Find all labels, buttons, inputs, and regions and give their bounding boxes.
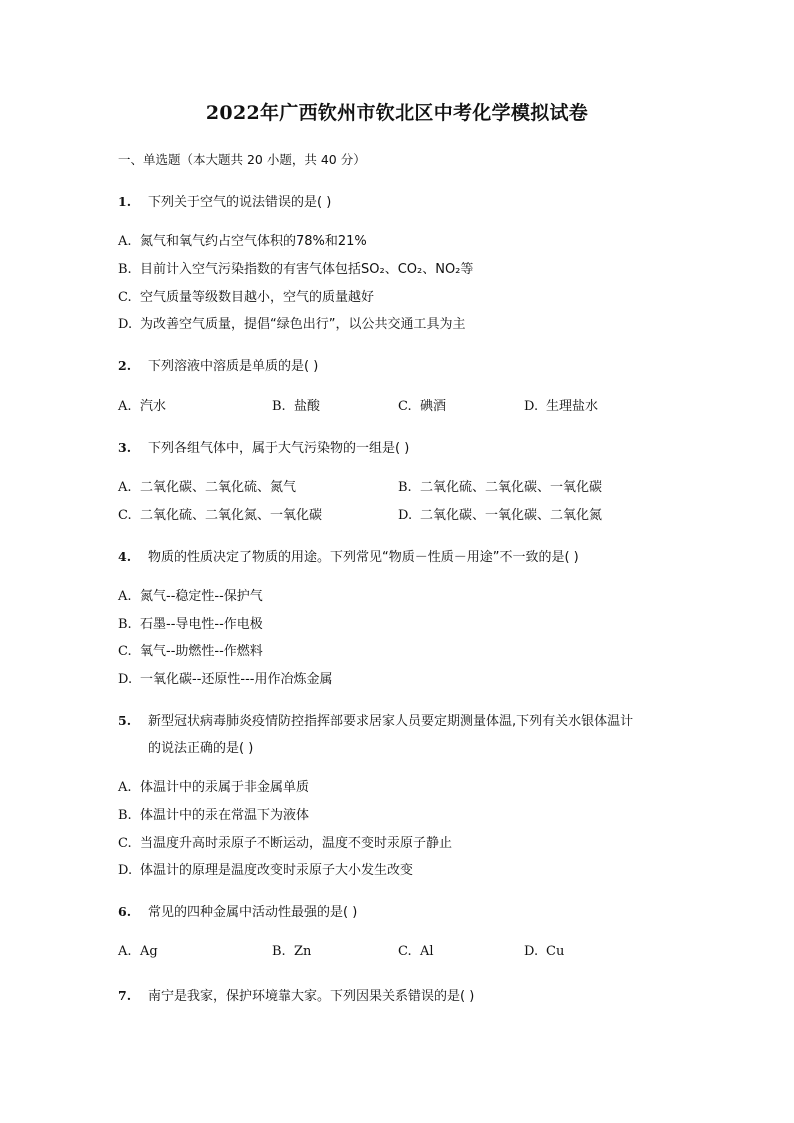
question-number: 4. xyxy=(118,549,132,564)
option-2d: D. 生理盐水 xyxy=(524,399,599,414)
option-2c: C. 碘酒 xyxy=(398,399,447,414)
question-number: 5. xyxy=(118,713,132,728)
question-stem: 南宁是我家，保护环境靠大家。下列因果关系错误的是( ) xyxy=(148,989,475,1004)
option-4d: D. 一氧化碳--还原性---用作冶炼金属 xyxy=(118,672,333,687)
question-5 xyxy=(118,707,633,762)
section-heading: 一、单选题（本大题共 20 小题，共 40 分） xyxy=(118,152,366,167)
option-3b: B. 二氧化硫、二氧化碳、一氧化碳 xyxy=(398,480,603,495)
question-number: 2. xyxy=(118,358,132,373)
option-6a: A. Ag xyxy=(118,944,158,959)
option-3a: A. 二氧化碳、二氧化硫、氮气 xyxy=(118,480,297,495)
option-3d: D. 二氧化碳、一氧化碳、二氧化氮 xyxy=(398,508,603,523)
option-2b: B. 盐酸 xyxy=(272,399,321,414)
option-4c: C. 氧气--助燃性--作燃料 xyxy=(118,644,263,659)
option-1d: D. 为改善空气质量，提倡“绿色出行”，以公共交通工具为主 xyxy=(118,317,466,332)
option-5b: B. 体温计中的汞在常温下为液体 xyxy=(118,808,310,823)
option-5a: A. 体温计中的汞属于非金属单质 xyxy=(118,780,310,795)
question-stem: 常见的四种金属中活动性最强的是( ) xyxy=(148,905,358,920)
question-stem-continued: 的说法正确的是( ) xyxy=(148,741,254,756)
option-4b: B. 石墨--导电性--作电极 xyxy=(118,617,263,632)
option-6d: D. Cu xyxy=(524,944,565,959)
option-2a: A. 汽水 xyxy=(118,399,167,414)
question-2 xyxy=(118,352,318,380)
question-7 xyxy=(118,982,474,1010)
option-1c: C. 空气质量等级数目越小，空气的质量越好 xyxy=(118,290,375,305)
question-stem: 新型冠状病毒肺炎疫情防控指挥部要求居家人员要定期测量体温,下列有关水银体温计 xyxy=(148,714,634,729)
question-stem: 物质的性质决定了物质的用途。下列常见“物质－性质－用途”不一致的是( ) xyxy=(148,550,579,565)
question-number: 7. xyxy=(118,988,132,1003)
question-1 xyxy=(118,188,331,216)
question-3 xyxy=(118,434,409,462)
option-5c: C. 当温度升高时汞原子不断运动，温度不变时汞原子静止 xyxy=(118,836,453,851)
question-stem: 下列溶液中溶质是单质的是( ) xyxy=(148,359,319,374)
question-stem: 下列各组气体中，属于大气污染物的一组是( ) xyxy=(148,441,410,456)
option-6c: C. Al xyxy=(398,944,434,959)
question-number: 6. xyxy=(118,904,132,919)
option-3c: C. 二氧化硫、二氧化氮、一氧化碳 xyxy=(118,508,323,523)
option-5d: D. 体温计的原理是温度改变时汞原子大小发生改变 xyxy=(118,863,414,878)
option-4a: A. 氮气--稳定性--保护气 xyxy=(118,589,263,604)
option-1a: A. 氮气和氧气约占空气体积的78%和21% xyxy=(118,234,367,249)
question-number: 3. xyxy=(118,440,132,455)
option-6b: B. Zn xyxy=(272,944,312,959)
exam-title: 2022年广西钦州市钦北区中考化学模拟试卷 xyxy=(205,102,589,124)
question-stem: 下列关于空气的说法错误的是( ) xyxy=(148,195,332,210)
question-6 xyxy=(118,898,357,926)
option-1b: B. 目前计入空气污染指数的有害气体包括SO₂、CO₂、NO₂等 xyxy=(118,262,474,277)
question-number: 1. xyxy=(118,194,132,209)
question-4 xyxy=(118,543,579,571)
